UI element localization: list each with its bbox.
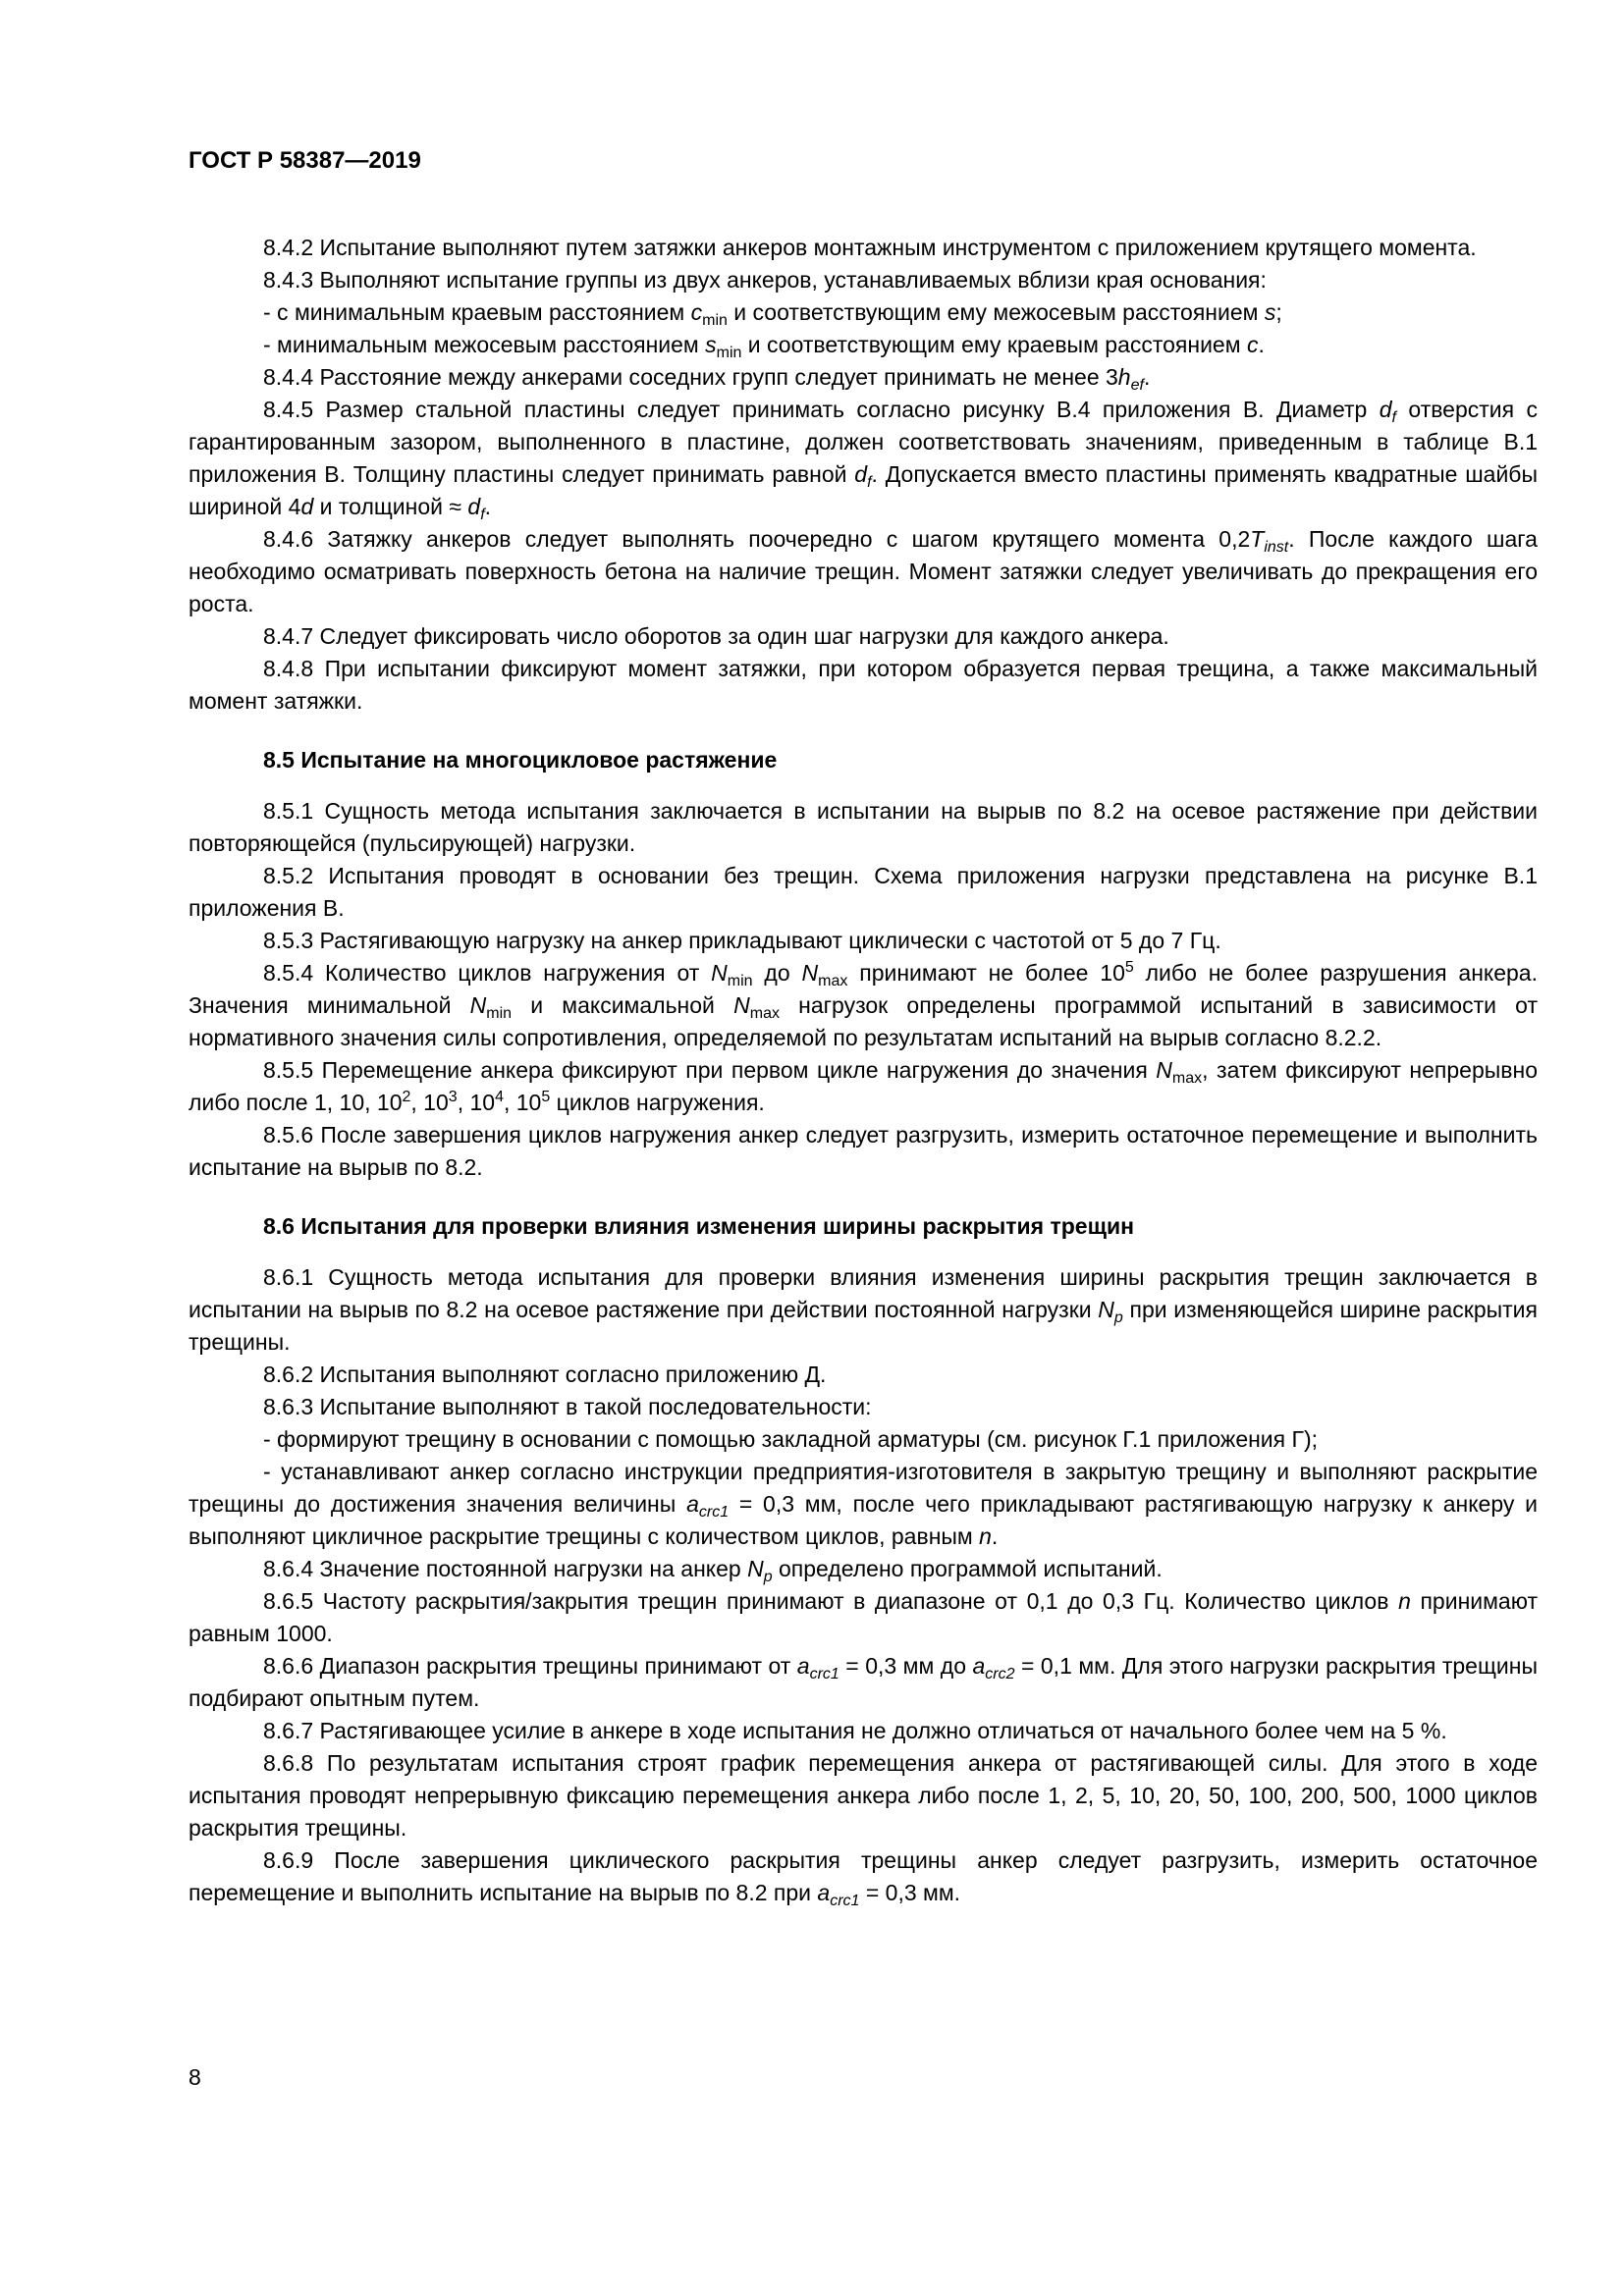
text-run: - минимальным межосевым расстоянием	[263, 332, 706, 357]
text-run: 8.4.3 Выполняют испытание группы из двух анкеров, устанавливаемых вблизи края основания:	[263, 267, 1267, 293]
paragraph	[189, 1715, 1538, 1747]
text-run: N	[469, 992, 487, 1018]
text-run: max	[749, 1005, 780, 1022]
text-run: отверстия с гарантированным зазором, выполненного в пластине, должен соответствовать значениям, приведенным в таблице В.1 приложения В. Толщину пластины следует принимать равной	[189, 397, 1539, 487]
text-run: и толщиной ≈	[313, 494, 468, 519]
paragraph	[189, 1585, 1538, 1650]
text-run: crc1	[809, 1666, 839, 1682]
section-heading	[189, 744, 1538, 776]
text-run: crc1	[698, 1504, 730, 1521]
text-run: циклов нагружения.	[550, 1090, 765, 1115]
text-run: N	[1098, 1297, 1114, 1322]
paragraph	[189, 1456, 1538, 1553]
text-run: = 0,3 мм.	[859, 1880, 961, 1905]
text-run: a	[817, 1880, 831, 1905]
text-run: , 10	[410, 1090, 449, 1115]
text-run: , 10	[457, 1090, 496, 1115]
text-run: определено программой испытаний.	[772, 1556, 1163, 1581]
text-run: 8.5.3 Растягивающую нагрузку на анкер прикладывают циклически с частотой от 5 до 7 Гц.	[263, 928, 1221, 953]
text-run: 8.4.5 Размер стальной пластины следует принимать согласно рисунку В.4 приложения В. Диаметр	[263, 397, 1380, 422]
paragraph	[189, 795, 1538, 860]
text-run: = 0,3 мм до	[839, 1653, 973, 1679]
text-run: и соответствующим ему краевым расстоянием	[741, 332, 1247, 357]
text-run: 8.5.6 После завершения циклов нагружения анкер следует разгрузить, измерить остаточное перемещение и выполнить испытание на вырыв по 8.2.	[189, 1122, 1538, 1180]
text-run: 8.6.4 Значение постоянной нагрузки на анкер	[263, 1556, 748, 1581]
page-number: 8	[189, 2064, 201, 2090]
text-run: ef	[1130, 377, 1144, 394]
paragraph	[189, 925, 1538, 957]
text-run: max	[818, 973, 848, 989]
text-run: a	[972, 1653, 986, 1679]
text-run: N	[1156, 1057, 1172, 1083]
text-run: c	[690, 299, 703, 325]
text-run: 8.4.8 При испытании фиксируют момент затяжки, при котором образуется первая трещина, а также максимальный момент затяжки.	[189, 656, 1538, 714]
text-run: a	[686, 1491, 699, 1517]
text-run: N	[801, 960, 819, 986]
text-run: 8.5 Испытание на многоцикловое растяжение	[263, 747, 778, 773]
text-run: 8.6.1 Сущность метода испытания для проверки влияния изменения ширины раскрытия трещин заключается в испытании на вырыв по 8.2 на осевое растяжение при действии постоянной нагрузки	[189, 1264, 1538, 1322]
paragraph	[189, 860, 1538, 925]
text-run: d	[467, 494, 481, 519]
paragraph	[189, 653, 1538, 718]
paragraph	[189, 1650, 1538, 1715]
paragraph	[189, 1261, 1538, 1359]
text-run: max	[1171, 1070, 1203, 1087]
text-run: 8.6.6 Диапазон раскрытия трещины принимают от	[263, 1653, 797, 1679]
paragraph	[189, 523, 1538, 620]
text-run: h	[1117, 364, 1131, 390]
text-run: 4	[495, 1089, 504, 1105]
text-run: d	[300, 494, 314, 519]
text-run: d	[1379, 397, 1392, 422]
text-run: p	[763, 1569, 773, 1585]
paragraph	[189, 394, 1538, 523]
paragraph	[189, 1553, 1538, 1585]
text-run: inst	[1264, 539, 1289, 556]
text-run: 8.4.4 Расстояние между анкерами соседних групп следует принимать не менее 3	[263, 364, 1118, 390]
text-run: .	[484, 494, 492, 519]
text-run: 8.5.5 Перемещение анкера фиксируют при первом цикле нагружения до значения	[263, 1057, 1157, 1083]
text-run: ;	[1275, 299, 1282, 325]
text-run: 8.6 Испытания для проверки влияния изменения ширины раскрытия трещин	[263, 1213, 1135, 1239]
text-run: 8.5.2 Испытания проводят в основании без трещин. Схема приложения нагрузки представлена на рисунке В.1 приложения В.	[189, 863, 1538, 921]
text-run: T	[1250, 526, 1265, 552]
text-run: p	[1113, 1309, 1123, 1326]
paragraph	[189, 1359, 1538, 1391]
text-run: 8.6.5 Частоту раскрытия/закрытия трещин принимают в диапазоне от 0,1 до 0,3 Гц. Количество циклов	[263, 1588, 1399, 1614]
text-run: s	[705, 332, 717, 357]
text-run: . Допускается вместо пластины применять квадратные шайбы шириной 4	[189, 461, 1539, 519]
text-run: min	[702, 312, 728, 329]
text-run: crc2	[985, 1666, 1015, 1682]
text-run: min	[486, 1005, 513, 1022]
text-run: и максимальной	[512, 992, 734, 1018]
text-run: 8.4.7 Следует фиксировать число оборотов за один шаг нагрузки для каждого анкера.	[263, 623, 1169, 649]
paragraph	[189, 264, 1538, 296]
text-run: 2	[402, 1089, 411, 1105]
text-run: min	[727, 973, 753, 989]
text-run: .	[1143, 364, 1151, 390]
text-run: . После каждого шага необходимо осматривать поверхность бетона на наличие трещин. Момент затяжки следует увеличивать до прекращения его роста.	[189, 526, 1538, 616]
paragraph	[189, 1747, 1538, 1844]
text-run: crc1	[830, 1893, 860, 1909]
text-run: N	[733, 992, 750, 1018]
paragraph	[189, 361, 1538, 394]
text-run: и соответствующим ему межосевым расстоянием	[727, 299, 1265, 325]
text-run: либо не более разрушения анкера. Значения минимальной	[189, 960, 1538, 1018]
text-run: 5	[1124, 959, 1134, 976]
text-run: при изменяющейся ширине раскрытия трещины.	[189, 1297, 1538, 1355]
paragraph	[189, 1423, 1538, 1456]
text-run: c	[1246, 332, 1259, 357]
text-run: - устанавливают анкер согласно инструкции предприятия-изготовителя в закрытую трещину и выполняют раскрытие трещины до достижения значения величины	[189, 1459, 1538, 1517]
text-run: , 10	[503, 1090, 542, 1115]
text-run: 8.6.8 По результатам испытания строят график перемещения анкера от растягивающей силы. Для этого в ходе испытания проводят непрерывную фиксацию перемещения анкера либо после 1, 2, 5, 10, 20, 50, 100, 200, 500, 1000 циклов раскрытия трещины.	[189, 1750, 1538, 1841]
text-run: 5	[541, 1089, 551, 1105]
text-run: принимают не более 10	[847, 960, 1125, 986]
text-run: 8.5.4 Количество циклов нагружения от	[263, 960, 712, 986]
text-run: f	[867, 474, 872, 491]
text-run: до	[752, 960, 802, 986]
paragraph	[189, 232, 1538, 264]
text-run: min	[716, 345, 742, 361]
paragraph	[189, 296, 1538, 329]
text-run: 8.4.6 Затяжку анкеров следует выполнять поочередно с шагом крутящего момента 0,2	[263, 526, 1251, 552]
section-heading	[189, 1210, 1538, 1243]
paragraph	[189, 1119, 1538, 1184]
text-run: N	[711, 960, 728, 986]
text-run: = 0,3 мм, после чего прикладывают растягивающую нагрузку к анкеру и выполняют цикличное раскрытие трещины с количеством циклов, равным	[189, 1491, 1538, 1549]
text-run: - формируют трещину в основании с помощью закладной арматуры (см. рисунок Г.1 приложения Г);	[263, 1426, 1319, 1452]
text-run: f	[480, 507, 485, 523]
document-body	[189, 232, 1538, 1909]
text-run: d	[854, 461, 868, 487]
text-run: f	[1391, 409, 1396, 426]
text-run: 8.4.2 Испытание выполняют путем затяжки анкеров монтажным инструментом с приложением крутящего момента.	[263, 235, 1477, 260]
text-run: - с минимальным краевым расстоянием	[263, 299, 691, 325]
paragraph	[189, 1844, 1538, 1909]
paragraph	[189, 329, 1538, 361]
standard-number-header: ГОСТ Р 58387—2019	[189, 147, 421, 174]
text-run: 8.6.7 Растягивающее усилие в анкере в ходе испытания не должно отличаться от начального более чем на 5 %.	[263, 1718, 1447, 1743]
text-run: 8.5.1 Сущность метода испытания заключается в испытании на вырыв по 8.2 на осевое растяжение при действии повторяющейся (пульсирующей) нагрузки.	[189, 798, 1538, 856]
text-run: n	[979, 1523, 992, 1549]
text-run: N	[747, 1556, 764, 1581]
paragraph	[189, 957, 1538, 1054]
text-run: .	[1258, 332, 1265, 357]
text-run: n	[1398, 1588, 1411, 1614]
text-run: 8.6.2 Испытания выполняют согласно приложению Д.	[263, 1362, 827, 1387]
text-run: s	[1264, 299, 1276, 325]
text-run: 8.6.9 После завершения циклического раскрытия трещины анкер следует разгрузить, измерить остаточное перемещение и выполнить испытание на вырыв по 8.2 при	[189, 1847, 1538, 1905]
text-run: 8.6.3 Испытание выполняют в такой последовательности:	[263, 1394, 872, 1419]
text-run: a	[796, 1653, 810, 1679]
paragraph	[189, 1054, 1538, 1119]
text-run: = 0,1 мм. Для этого нагрузки раскрытия трещины подбирают опытным путем.	[189, 1653, 1538, 1711]
text-run: , затем фиксируют непрерывно либо после 1, 10, 10	[189, 1057, 1539, 1115]
paragraph	[189, 620, 1538, 653]
text-run: 3	[448, 1089, 458, 1105]
text-run: нагрузок определены программой испытаний в зависимости от нормативного значения силы сопротивления, определяемой по результатам испытаний на вырыв согласно 8.2.2.	[189, 992, 1538, 1050]
text-run: .	[991, 1523, 999, 1549]
text-run: принимают равным 1000.	[189, 1588, 1539, 1646]
paragraph	[189, 1391, 1538, 1423]
